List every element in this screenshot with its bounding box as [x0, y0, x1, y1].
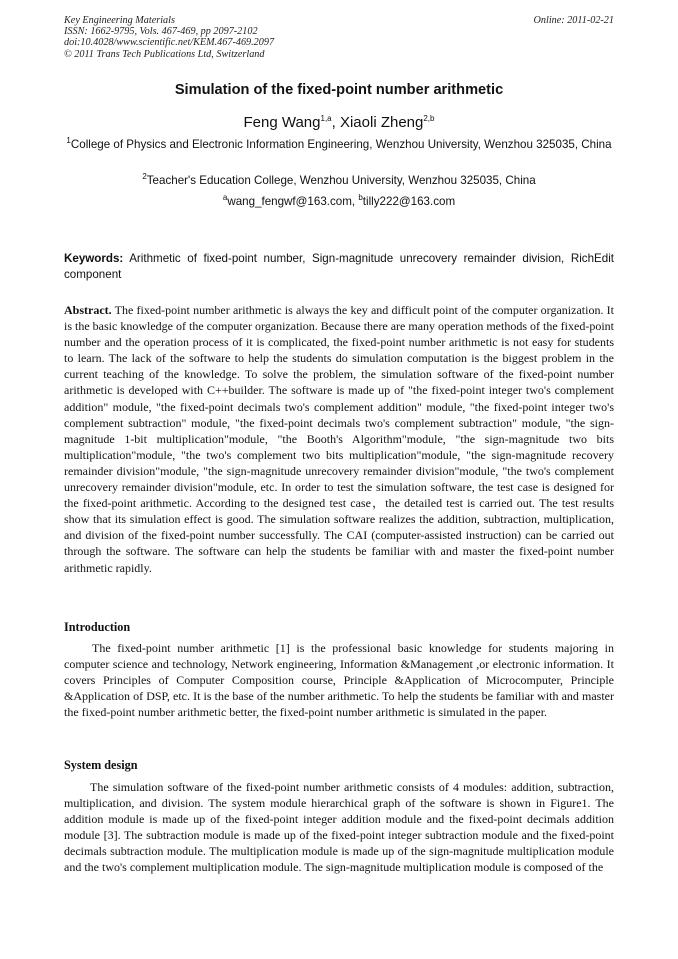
journal-name: Key Engineering Materials: [64, 15, 175, 26]
affiliation-1-sup: 1: [66, 136, 71, 146]
email-b-sup: b: [358, 193, 363, 203]
affiliation-1-text: College of Physics and Electronic Information Engineering, Wenzhou University, Wenzhou 325035, China: [70, 138, 612, 151]
introduction-paragraph: The fixed-point number arithmetic [1] is the professional basic knowledge for students majoring in computer science and technology, Network engineering, Information &Management ,or electronic information. It covers Principles of Computer Composition course, Principle &Application of Microcomputer, Principle &Application of DSP, etc. It is the base of the number arithmetic. To help the students be familiar with and master the fixed-point number arithmetic better, the fixed-point number arithmetic is simulated in the paper.: [64, 641, 614, 720]
email-a-sup: a: [222, 193, 228, 203]
abstract-block: [64, 302, 614, 576]
keywords-block: [64, 251, 614, 282]
copyright-line: © 2011 Trans Tech Publications Ltd, Switzerland: [64, 48, 265, 60]
abstract-text: The fixed-point number arithmetic is always the key and difficult point of the computer organization. It is the basic knowledge of the computer organization. Because there are many operation methods of the fixed-point number and the operation process of it is complicated, the fixed-point number arithmetic is not easy for students to learn. The lack of the software to help the students do simulation computation is the biggest problem in the current teaching of the knowledge. To solve the problem, the simulation software of the fixed-point number arithmetic is developed with C++builder. The software is made up of "the fixed-point integer two's complement addition" module, "the fixed-point decimals two's complement addition" module, "the fixed-point integer two's complement subtraction" module, "the fixed-point decimals two's complement subtraction" module, "the sign-magnitude 1-bit multiplication"module, "the Booth's Algorithm"module, "the sign-magnitude two bits multiplication"module, "the two's complement two bits multiplication"module, "the sign-magnitude recovery remainder division"module, "the sign-magnitude unrecovery remainder division"module, "the two's complement unrecovery remainder division"module, etc. In order to test the simulation software, the test case is designed for the fixed-point arithmetic. According to the designed test case，the detailed test is carried out. The test results show that its simulation effect is good. The simulation software realizes the addition, subtraction, multiplication, and division of the fixed-point number successfully. The CAI (computer-assisted instruction) can be carried out through the software. The software can help the students be familiar with and master the fixed-point number arithmetic rapidly.: [64, 303, 614, 575]
affiliation-2: [64, 174, 614, 189]
email-b: tilly222@163.com: [362, 195, 456, 208]
author-2-sup: 2,b: [423, 114, 435, 123]
affiliation-2-sup: 2: [142, 172, 147, 182]
author-1: Feng Wang: [243, 114, 321, 131]
system-design-paragraph: The simulation software of the fixed-point number arithmetic consists of 4 modules: addition, subtraction, multiplication, and division. The system module hierarchical graph of the software is shown in Figure1. The addition module is made up of the fixed-point integer addition module and the fixed-point decimals addition module [3]. The subtraction module is made up of the fixed-point integer subtraction module and the fixed-point decimals subtraction module. The multiplication module is made up of the sign-magnitude multiplication module and the two's complement multiplication module. The sign-magnitude multiplication module is composed of the: [64, 780, 614, 875]
email-a: wang_fengwf@163.com,: [227, 195, 359, 208]
system-design-heading: System design: [64, 758, 138, 772]
author-line: [0, 114, 678, 131]
doi-line: doi:10.4028/www.scientific.net/KEM.467-469.2097: [64, 37, 275, 49]
author-2: , Xiaoli Zheng: [331, 114, 424, 131]
affiliation-1: [64, 138, 614, 153]
abstract-label: Abstract.: [64, 303, 112, 317]
keywords-text: Arithmetic of fixed-point number, Sign-magnitude unrecovery remainder division, RichEdit component: [64, 252, 614, 281]
author-1-sup: 1,a: [320, 114, 332, 123]
online-date: Online: 2011-02-21: [533, 15, 614, 26]
email-line: [64, 195, 614, 210]
journal-header: [64, 15, 274, 60]
keywords-label: Keywords:: [64, 252, 124, 265]
paper-title: Simulation of the fixed-point number arithmetic: [174, 82, 504, 98]
issn-line: ISSN: 1662-9795, Vols. 467-469, pp 2097-2102: [64, 26, 258, 38]
introduction-heading: Introduction: [64, 620, 131, 634]
affiliation-2-text: Teacher's Education College, Wenzhou University, Wenzhou 325035, China: [146, 174, 536, 187]
